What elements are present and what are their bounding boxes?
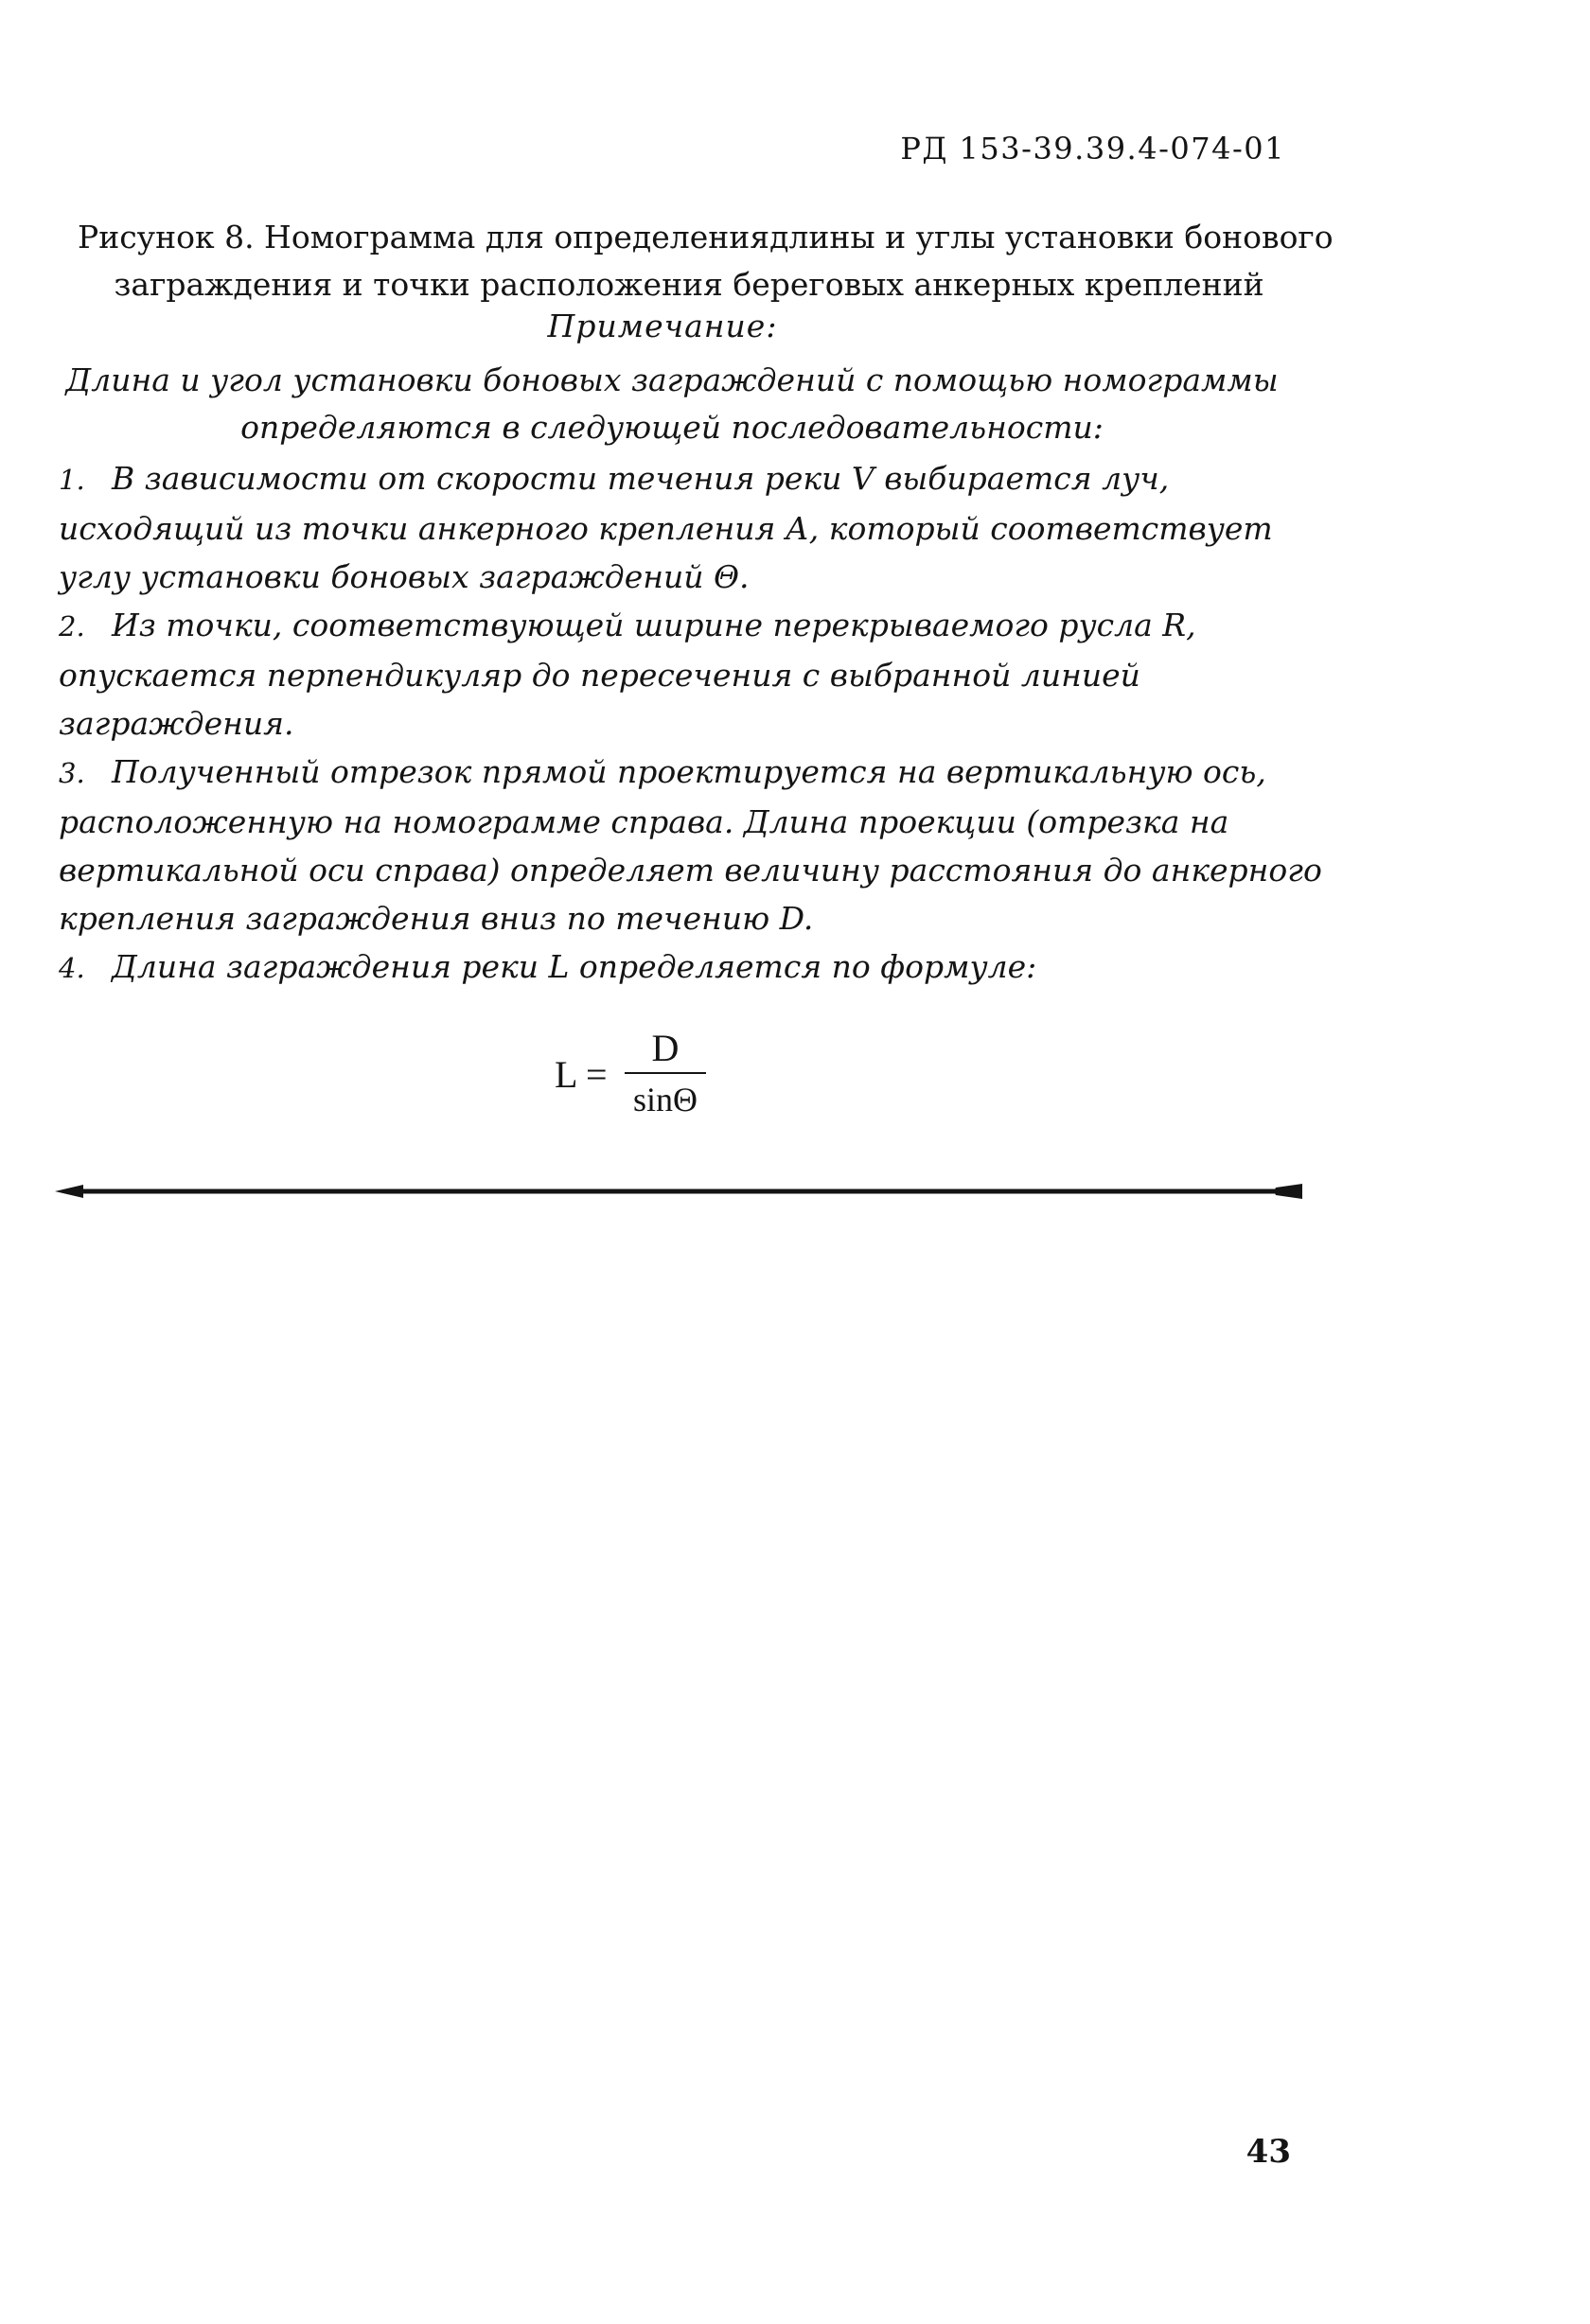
step-3-line: крепления заграждения вниз по течению D. [59,900,814,937]
figure-caption [78,214,1334,308]
note-intro-line: определяются в следующей последовательности: [240,409,1104,446]
formula-numerator: D [651,1027,680,1069]
formula-fraction [625,1027,706,1121]
note-intro-line: Длина и угол установки боновых заграждений с помощью номограммы [65,361,1279,398]
double-arrow-divider [55,1177,1304,1206]
arrow-right-icon [1274,1184,1302,1199]
step-1-line: исходящий из точки анкерного крепления А, который соответствует [59,510,1273,547]
step-2-line [59,601,1308,651]
caption-line: Рисунок 8. Номограмма для определениядлины и углы установки бонового [78,219,1334,255]
step-text: В зависимости от скорости течения реки V выбирается луч, [112,460,1170,497]
steps-list [59,454,1322,993]
step-1-line: углу установки боновых заграждений Θ. [59,558,750,595]
step-text: Из точки, соответствующей ширине перекрываемого русла R, [112,607,1196,643]
step-1-line [59,454,1308,504]
caption-line: заграждения и точки расположения береговых анкерных креплений [114,266,1264,303]
step-3-line: расположенную на номограмме справа. Длина проекции (отрезка на [59,803,1229,840]
page-number: 43 [1246,2133,1291,2171]
note-title: Примечание: [547,308,778,344]
step-2-line: заграждения. [59,705,294,742]
step-number: 2. [59,610,85,643]
note-intro [57,357,1287,451]
step-number: 1. [59,464,85,496]
arrow-left-icon [55,1185,83,1198]
step-4-line [59,942,1308,993]
step-3-line [59,748,1308,798]
step-text: Длина заграждения реки L определяется по формуле: [112,948,1037,985]
step-text: Полученный отрезок прямой проектируется на вертикальную ось, [112,753,1266,790]
fraction-bar [625,1072,706,1074]
step-2-line: опускается перпендикуляр до пересечения с выбранной линией [59,657,1140,694]
document-code: РД 153-39.39.4-074-01 [900,131,1285,167]
step-3-line: вертикальной оси справа) определяет величину расстояния до анкерного [59,852,1322,889]
formula-lhs: L = [555,1053,608,1096]
step-number: 4. [59,952,85,984]
formula-denominator: sinΘ [632,1081,698,1118]
step-number: 3. [59,757,85,789]
